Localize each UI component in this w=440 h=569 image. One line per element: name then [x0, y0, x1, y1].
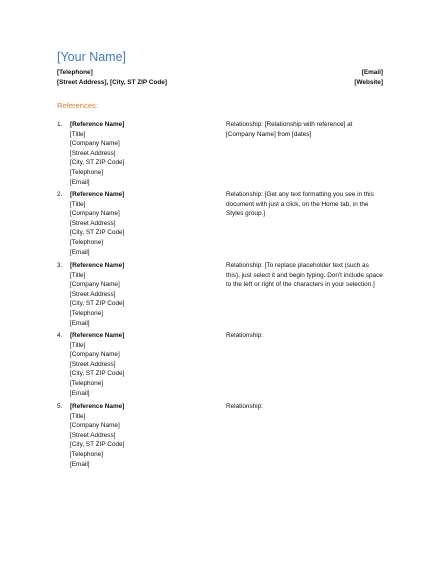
reference-title: [Title] [70, 130, 86, 138]
reference-city: [City, ST ZIP Code] [70, 159, 125, 167]
reference-street: [Street Address] [70, 290, 116, 298]
reference-company: [Company Name] [70, 422, 120, 430]
reference-contact [70, 120, 226, 187]
reference-contact [70, 261, 226, 328]
contact-row-2 [57, 79, 383, 86]
reference-relationship: Relationship: [226, 332, 263, 339]
reference-title: [Title] [70, 200, 86, 208]
reference-company: [Company Name] [70, 351, 120, 359]
reference-item-2 [57, 190, 383, 257]
reference-company: [Company Name] [70, 281, 120, 289]
reference-telephone: [Telephone] [70, 238, 104, 246]
reference-title: [Title] [70, 341, 86, 349]
reference-telephone: [Telephone] [70, 379, 104, 387]
contact-row-1 [57, 69, 383, 76]
reference-number: 5. [57, 403, 63, 410]
references-heading: References: [57, 101, 98, 110]
your-name: [Your Name] [57, 50, 127, 64]
reference-relationship: Relationship: [Relationship with reference] at [Company Name] from [dates] [226, 121, 353, 138]
reference-relationship: Relationship: [226, 403, 263, 410]
reference-item-1 [57, 120, 383, 187]
reference-name: [Reference Name] [70, 121, 125, 128]
reference-telephone: [Telephone] [70, 309, 104, 317]
reference-item-5 [57, 402, 383, 469]
reference-number: 4. [57, 332, 63, 339]
reference-number: 3. [57, 262, 63, 269]
reference-title: [Title] [70, 412, 86, 420]
reference-city: [City, ST ZIP Code] [70, 441, 125, 449]
reference-relationship: Relationship: [To replace placeholder text (such as this), just select it and begin typing. Don't include space to the left or right of the characters in your selection.] [226, 262, 383, 289]
reference-email: [Email] [70, 178, 90, 186]
reference-email: [Email] [70, 248, 90, 256]
reference-city: [City, ST ZIP Code] [70, 229, 125, 237]
header-website: [Website] [354, 79, 383, 86]
reference-contact [70, 331, 226, 398]
reference-number: 2. [57, 191, 63, 198]
reference-item-4 [57, 331, 383, 398]
reference-company: [Company Name] [70, 210, 120, 218]
reference-city: [City, ST ZIP Code] [70, 300, 125, 308]
reference-street: [Street Address] [70, 360, 116, 368]
reference-contact [70, 190, 226, 257]
reference-contact [70, 402, 226, 469]
reference-title: [Title] [70, 271, 86, 279]
reference-name: [Reference Name] [70, 191, 125, 198]
reference-telephone: [Telephone] [70, 168, 104, 176]
reference-name: [Reference Name] [70, 332, 125, 339]
reference-company: [Company Name] [70, 140, 120, 148]
header-telephone: [Telephone] [57, 69, 93, 76]
reference-city: [City, ST ZIP Code] [70, 370, 125, 378]
reference-street: [Street Address] [70, 149, 116, 157]
reference-number: 1. [57, 121, 63, 128]
header-address: [Street Address], [City, ST ZIP Code] [57, 79, 167, 86]
reference-telephone: [Telephone] [70, 450, 104, 458]
reference-street: [Street Address] [70, 219, 116, 227]
reference-street: [Street Address] [70, 431, 116, 439]
reference-name: [Reference Name] [70, 403, 125, 410]
reference-email: [Email] [70, 460, 90, 468]
reference-email: [Email] [70, 319, 90, 327]
header-email: [Email] [361, 69, 383, 76]
reference-email: [Email] [70, 389, 90, 397]
reference-relationship: Relationship: [Get any text formatting you see in this document with just a click, on the Home tab, in the Styles group.] [226, 191, 374, 218]
reference-name: [Reference Name] [70, 262, 125, 269]
reference-item-3 [57, 261, 383, 328]
